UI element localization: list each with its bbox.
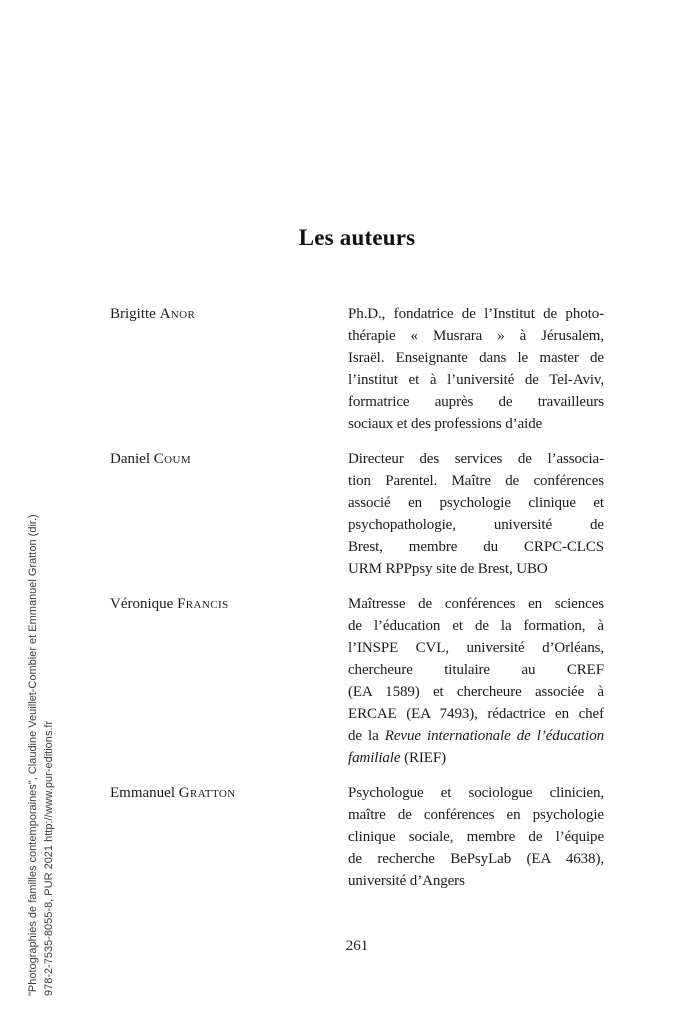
description-line	[348, 703, 604, 725]
author-name	[110, 448, 348, 580]
author-last-name: Gratton	[178, 785, 236, 801]
authors-list	[110, 303, 604, 905]
description-line	[348, 514, 604, 536]
description-text: Israël. Enseignante dans le master de	[348, 350, 604, 366]
edition-sidebar	[25, 514, 57, 996]
description-text: chercheure titulaire au CREF	[348, 662, 604, 678]
description-text: Brest, membre du CRPC-CLCS	[348, 539, 604, 555]
author-description	[348, 448, 604, 580]
description-line	[348, 391, 604, 413]
description-line	[348, 369, 604, 391]
description-line	[348, 637, 604, 659]
description-text: (RIEF)	[400, 750, 446, 766]
author-description	[348, 593, 604, 769]
author-description	[348, 303, 604, 435]
description-text: ERCAE (EA 7493), rédactrice en chef	[348, 706, 604, 722]
description-line	[348, 782, 604, 804]
page-number: 261	[345, 938, 369, 954]
description-text: thérapie « Musrara » à Jérusalem,	[348, 328, 604, 344]
description-text: de recherche BePsyLab (EA 4638),	[348, 851, 604, 867]
author-name	[110, 782, 348, 892]
description-line	[348, 747, 604, 769]
description-line	[348, 848, 604, 870]
edition-citation: "Photographies de familles contemporaines", Claudine Veuillet-Combier et Emmanuel Gratton (dir.)	[27, 514, 39, 996]
journal-title-italic: familiale	[348, 750, 401, 766]
author-first-name: Véronique	[110, 596, 178, 612]
description-line	[348, 303, 604, 325]
description-text: université d’Angers	[348, 873, 465, 889]
author-entry	[110, 303, 604, 435]
description-text: tion Parentel. Maître de conférences	[348, 473, 604, 489]
author-entry	[110, 593, 604, 769]
description-line	[348, 325, 604, 347]
author-last-name: Anor	[159, 306, 196, 322]
description-text: maître de conférences en psychologie	[348, 807, 604, 823]
description-text: (EA 1589) et chercheure associée à	[348, 684, 604, 700]
page-title: Les auteurs	[298, 225, 416, 250]
description-text: associé en psychologie clinique et	[348, 495, 604, 511]
description-line	[348, 659, 604, 681]
description-text: clinique sociale, membre de l’équipe	[348, 829, 604, 845]
edition-isbn-url: 978-2-7535-8055-8, PUR 2021 http://www.pur-editions.fr	[43, 720, 55, 996]
description-line	[348, 615, 604, 637]
description-text: Psychologue et sociologue clinicien,	[348, 785, 604, 801]
description-text: psychopathologie, université de	[348, 517, 604, 533]
description-line	[348, 413, 604, 435]
author-first-name: Emmanuel	[110, 785, 179, 801]
description-line	[348, 536, 604, 558]
description-line	[348, 492, 604, 514]
description-line	[348, 804, 604, 826]
description-text: URM RPPpsy site de Brest, UBO	[348, 561, 548, 577]
description-text: de l’éducation et de la formation, à	[348, 618, 604, 634]
author-entry	[110, 448, 604, 580]
description-line	[348, 681, 604, 703]
description-text: Directeur des services de l’associa-	[348, 451, 604, 467]
author-entry	[110, 782, 604, 892]
description-text: sociaux et des professions d’aide	[348, 416, 543, 432]
description-line	[348, 347, 604, 369]
description-text: Maîtresse de conférences en sciences	[348, 596, 604, 612]
description-text: l’institut et à l’université de Tel-Aviv,	[348, 372, 604, 388]
author-first-name: Daniel	[110, 451, 154, 467]
description-line	[348, 870, 604, 892]
description-text: Ph.D., fondatrice de l’Institut de photo-	[348, 306, 604, 322]
description-text: de la	[348, 728, 385, 744]
author-first-name: Brigitte	[110, 306, 160, 322]
description-text: formatrice auprès de travailleurs	[348, 394, 604, 410]
author-last-name: Francis	[177, 596, 229, 612]
author-last-name: Coum	[153, 451, 192, 467]
author-description	[348, 782, 604, 892]
journal-title-italic: Revue internationale de l’éducation	[384, 728, 604, 744]
description-line	[348, 470, 604, 492]
description-line	[348, 725, 604, 747]
description-line	[348, 558, 604, 580]
description-line	[348, 826, 604, 848]
author-name	[110, 593, 348, 769]
description-line	[348, 448, 604, 470]
description-line	[348, 593, 604, 615]
author-name	[110, 303, 348, 435]
description-text: l’INSPE CVL, université d’Orléans,	[348, 640, 604, 656]
